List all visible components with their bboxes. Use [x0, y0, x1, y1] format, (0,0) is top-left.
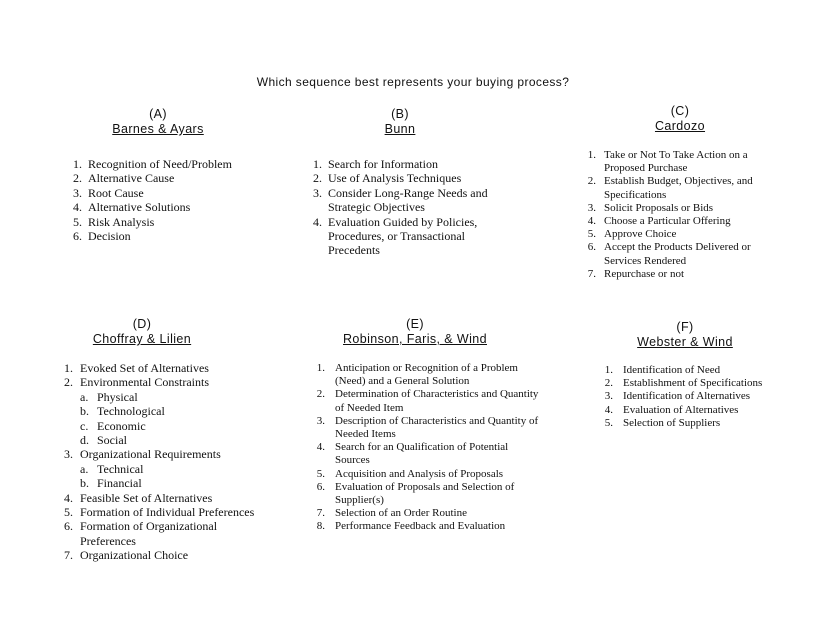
model-author: Cardozo	[654, 119, 706, 133]
step-number: 2.	[604, 377, 613, 390]
step-number: 3.	[587, 201, 596, 214]
model-letter: (B)	[391, 107, 409, 121]
list-item	[64, 375, 257, 448]
step-number: 4.	[604, 403, 613, 416]
model-letter: (D)	[132, 317, 152, 331]
model-heading	[300, 107, 500, 137]
step-list	[316, 362, 540, 534]
step-text: Formation of Organizational Preferences	[80, 519, 218, 548]
model-d	[57, 317, 257, 563]
step-text: Risk Analysis	[88, 214, 155, 229]
model-c	[580, 104, 780, 281]
sub-step-letter: b.	[80, 404, 89, 419]
step-number: 3.	[604, 390, 613, 403]
model-f	[585, 320, 790, 430]
step-number: 8.	[316, 520, 325, 533]
step-text: Establishment of Specifications	[623, 377, 763, 390]
step-list	[64, 361, 257, 563]
sub-list-item	[80, 433, 257, 448]
step-number: 1.	[64, 361, 73, 375]
step-number: 2.	[64, 375, 73, 390]
step-number: 5.	[64, 505, 73, 520]
step-number: 1.	[316, 362, 325, 374]
list-item	[316, 520, 540, 533]
step-text: Environmental Constraints	[80, 375, 209, 390]
list-item	[587, 149, 780, 175]
list-item	[587, 267, 780, 281]
list-item	[316, 362, 540, 388]
sub-step-text: Social	[97, 433, 127, 448]
step-number: 3.	[73, 185, 82, 200]
step-text: Feasible Set of Alternatives	[80, 490, 213, 505]
step-text: Determination of Characteristics and Quantity of Needed Item	[335, 388, 539, 414]
step-text: Choose a Particular Offering	[604, 215, 731, 228]
step-number: 6.	[316, 480, 325, 493]
list-item	[604, 416, 790, 430]
model-letter: (F)	[676, 320, 694, 334]
step-list	[313, 157, 510, 258]
step-text: Alternative Cause	[88, 171, 175, 186]
step-text: Performance Feedback and Evaluation	[335, 520, 506, 533]
step-text: Acquisition and Analysis of Proposals	[335, 467, 504, 480]
step-number: 2.	[73, 171, 82, 186]
step-text: Solicit Proposals or Bids	[604, 201, 714, 214]
step-number: 3.	[64, 447, 73, 462]
step-number: 2.	[587, 175, 596, 188]
sub-list	[80, 461, 257, 491]
list-item	[73, 229, 258, 244]
step-number: 7.	[64, 548, 73, 563]
step-text: Consider Long-Range Needs and Strategic Objectives	[328, 185, 488, 215]
model-heading	[57, 317, 227, 347]
model-letter: (A)	[149, 107, 167, 121]
step-number: 2.	[316, 388, 325, 401]
list-item	[316, 388, 540, 414]
step-text: Evaluation of Proposals and Selection of Supplier(s)	[335, 480, 515, 507]
step-number: 3.	[316, 414, 325, 427]
sub-step-letter: a.	[80, 461, 89, 476]
sub-list-item	[80, 418, 257, 433]
step-text: Establish Budget, Objectives, and Specifications	[604, 175, 753, 201]
step-text: Selection of an Order Routine	[335, 507, 467, 520]
list-item	[316, 441, 540, 467]
list-item	[313, 157, 510, 171]
step-number: 2.	[313, 171, 322, 186]
list-item	[313, 185, 510, 215]
step-number: 5.	[73, 214, 82, 229]
list-item	[587, 241, 780, 267]
step-text: Anticipation or Recognition of a Problem (Need) and a General Solution	[335, 362, 518, 388]
list-item	[73, 157, 258, 171]
list-item	[316, 480, 540, 507]
step-number: 1.	[604, 364, 613, 376]
list-item	[316, 467, 540, 481]
sub-step-letter: c.	[80, 418, 89, 433]
step-number: 5.	[604, 416, 613, 429]
model-author: Bunn	[384, 122, 416, 136]
step-number: 4.	[313, 214, 322, 229]
step-number: 6.	[64, 519, 73, 534]
step-number: 7.	[316, 507, 325, 520]
list-item	[64, 505, 257, 520]
step-text: Take or Not To Take Action on a Proposed Purchase	[604, 149, 748, 175]
sub-step-text: Financial	[97, 476, 142, 491]
step-number: 5.	[587, 228, 596, 241]
model-heading	[315, 317, 515, 347]
list-item	[587, 228, 780, 241]
sub-list-item	[80, 476, 257, 491]
list-item	[64, 548, 257, 563]
model-author: Choffray & Lilien	[92, 332, 192, 346]
list-item	[604, 377, 790, 390]
sub-step-letter: d.	[80, 433, 89, 448]
step-text: Search for Information	[328, 157, 438, 171]
sub-list-item	[80, 389, 257, 404]
sub-step-text: Technological	[97, 404, 165, 419]
step-list	[73, 157, 258, 244]
sub-step-letter: b.	[80, 476, 89, 491]
step-number: 5.	[316, 467, 325, 480]
sub-step-letter: a.	[80, 389, 89, 404]
model-e	[315, 317, 540, 534]
list-item	[73, 171, 258, 186]
page-title: Which sequence best represents your buying process?	[256, 75, 570, 89]
model-letter: (E)	[406, 317, 424, 331]
step-number: 6.	[587, 241, 596, 254]
list-item	[604, 390, 790, 403]
step-text: Decision	[88, 229, 131, 244]
list-item	[64, 447, 257, 491]
step-list	[604, 364, 790, 430]
model-letter: (C)	[670, 104, 690, 118]
step-number: 1.	[587, 149, 596, 161]
step-text: Recognition of Need/Problem	[88, 157, 232, 171]
model-author: Barnes & Ayars	[112, 122, 204, 136]
list-item	[73, 200, 258, 215]
step-text: Evoked Set of Alternatives	[80, 361, 209, 375]
step-text: Evaluation of Alternatives	[623, 403, 739, 416]
step-text: Root Cause	[88, 185, 144, 200]
list-item	[313, 214, 510, 258]
step-number: 4.	[316, 441, 325, 454]
list-item	[64, 490, 257, 505]
step-number: 3.	[313, 185, 322, 200]
list-item	[313, 171, 510, 186]
list-item	[64, 361, 257, 375]
step-text: Use of Analysis Techniques	[328, 171, 462, 186]
list-item	[316, 414, 540, 441]
model-heading	[580, 104, 780, 134]
step-text: Selection of Suppliers	[623, 416, 721, 429]
step-text: Organizational Requirements	[80, 447, 221, 462]
step-text: Accept the Products Delivered or Services Rendered	[604, 241, 751, 267]
step-number: 1.	[73, 157, 82, 171]
list-item	[64, 519, 257, 548]
step-text: Approve Choice	[604, 228, 677, 241]
list-item	[587, 201, 780, 215]
step-number: 4.	[73, 200, 82, 215]
sub-list	[80, 389, 257, 448]
step-list	[587, 149, 780, 281]
step-text: Description of Characteristics and Quantity of Needed Items	[335, 414, 539, 441]
step-text: Alternative Solutions	[88, 200, 191, 215]
sub-step-text: Technical	[97, 461, 144, 476]
sub-step-text: Economic	[97, 418, 146, 433]
step-text: Identification of Need	[623, 364, 721, 376]
list-item	[587, 215, 780, 228]
model-a	[58, 107, 258, 243]
step-text: Evaluation Guided by Policies, Procedures, or Transactional Precedents	[328, 214, 478, 258]
list-item	[604, 403, 790, 417]
model-heading	[585, 320, 785, 350]
model-b	[300, 107, 510, 258]
list-item	[73, 214, 258, 229]
list-item	[316, 507, 540, 520]
step-text: Organizational Choice	[80, 548, 189, 563]
model-heading	[58, 107, 258, 137]
list-item	[604, 364, 790, 377]
step-number: 7.	[587, 267, 596, 280]
step-text: Formation of Individual Preferences	[80, 505, 255, 520]
sub-list-item	[80, 461, 257, 476]
sub-list-item	[80, 404, 257, 419]
step-text: Search for an Qualification of Potential Sources	[335, 441, 509, 467]
step-number: 6.	[73, 229, 82, 244]
step-number: 1.	[313, 157, 322, 171]
sub-step-text: Physical	[97, 389, 138, 404]
list-item	[587, 175, 780, 201]
model-author: Robinson, Faris, & Wind	[343, 332, 487, 346]
step-number: 4.	[64, 490, 73, 505]
step-number: 4.	[587, 215, 596, 228]
step-text: Identification of Alternatives	[623, 390, 751, 403]
model-author: Webster & Wind	[637, 335, 733, 349]
list-item	[73, 185, 258, 200]
step-text: Repurchase or not	[604, 267, 685, 280]
